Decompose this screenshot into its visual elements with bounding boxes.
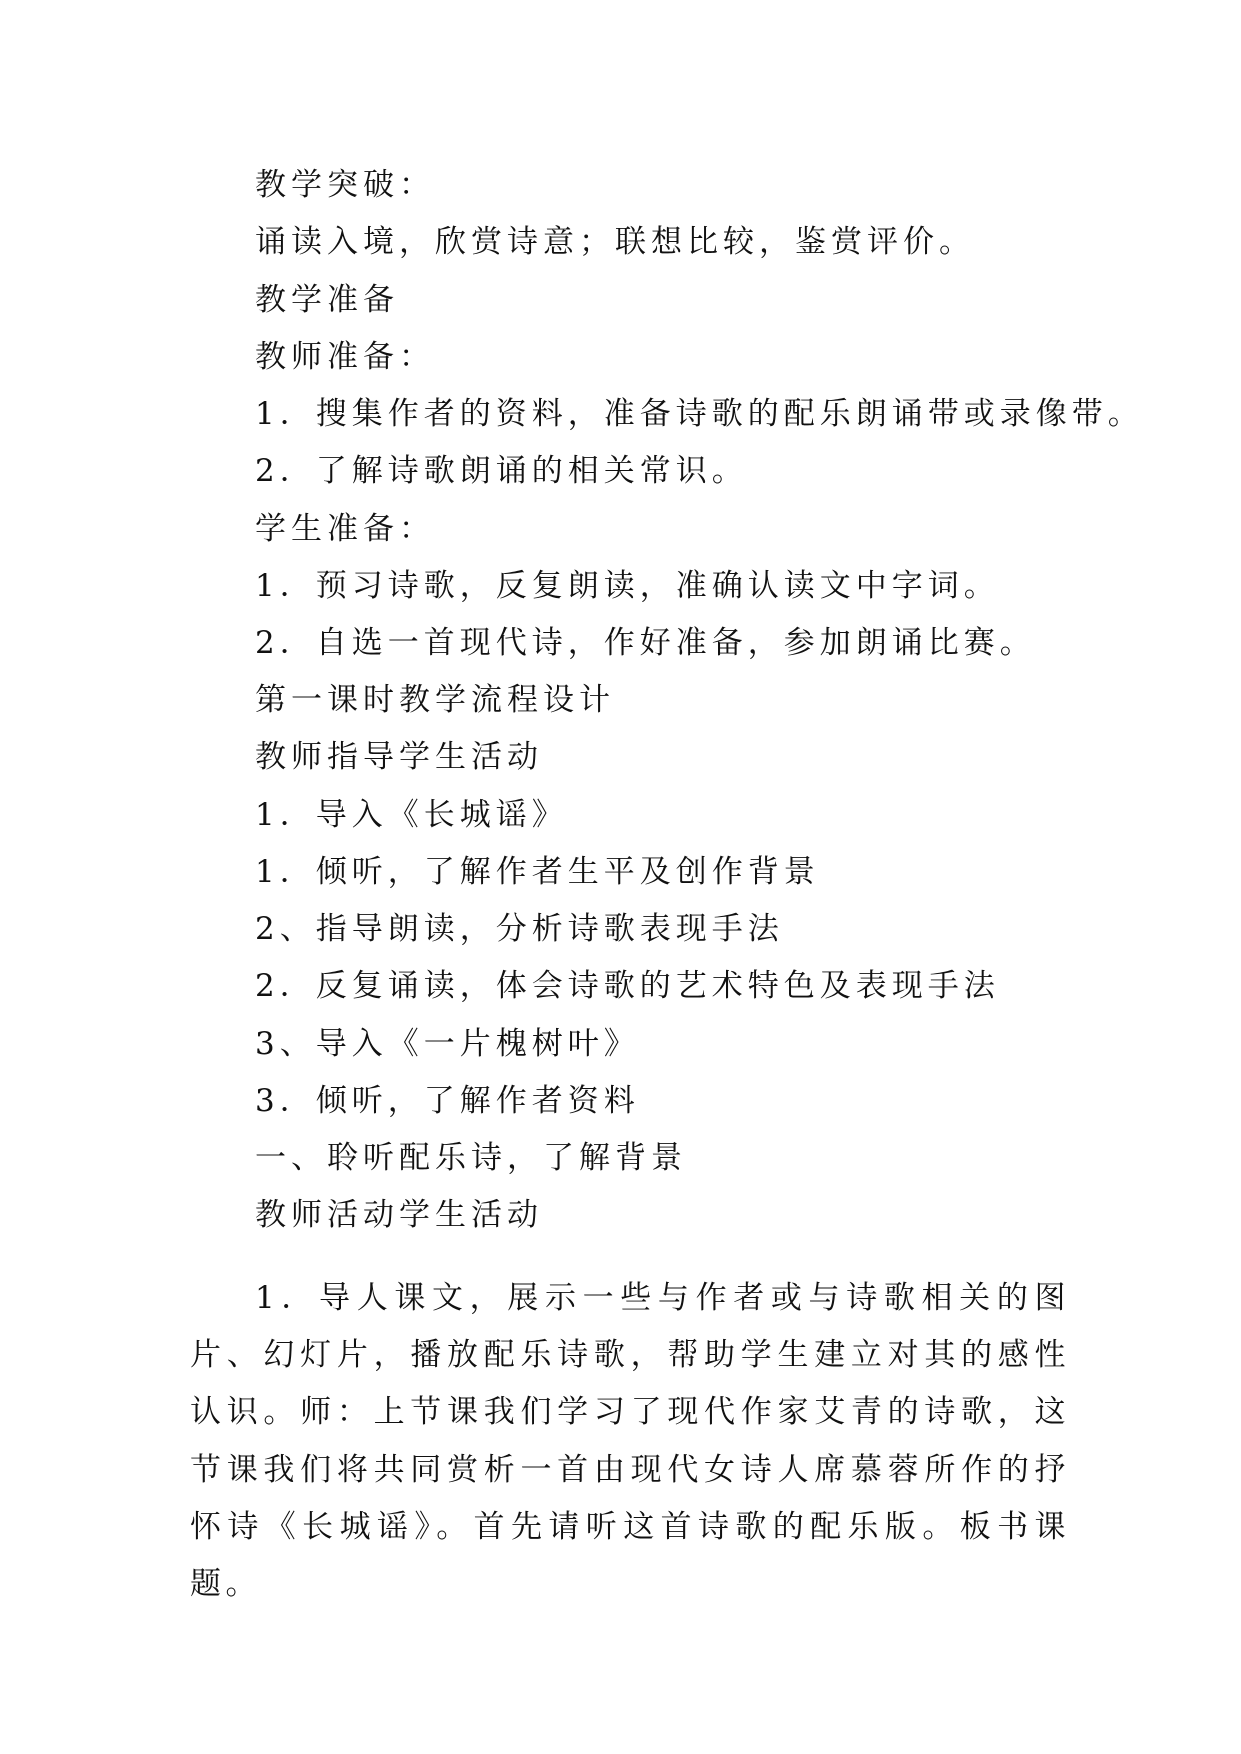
list-item: 1．导入《长城谣》 xyxy=(255,797,568,833)
heading-first-lesson: 第一课时教学流程设计 xyxy=(255,682,615,718)
list-item: 2．了解诗歌朗诵的相关常识。 xyxy=(255,453,748,489)
heading-teaching-breakthrough: 教学突破： xyxy=(255,167,435,203)
list-item: 3．倾听，了解作者资料 xyxy=(255,1083,640,1119)
text-line: 诵读入境，欣赏诗意；联想比较，鉴赏评价。 xyxy=(255,224,975,260)
heading-teacher-guidance: 教师指导学生活动 xyxy=(255,739,543,775)
list-item: 2．反复诵读，体会诗歌的艺术特色及表现手法 xyxy=(255,968,1000,1004)
heading-teacher-preparation: 教师准备： xyxy=(255,339,435,375)
heading-teaching-preparation: 教学准备 xyxy=(255,282,399,318)
body-paragraph: 1．导人课文，展示一些与作者或与诗歌相关的图片、幻灯片，播放配乐诗歌，帮助学生建立对其的感性认识。师：上节课我们学习了现代作家艾青的诗歌，这节课我们将共同赏析一首由现代女诗人席慕蓉所作的抒怀诗《长城谣》。首先请听这首诗歌的配乐版。板书课题。 xyxy=(190,1280,1070,1603)
list-item: 3、导入《一片槐树叶》 xyxy=(255,1026,640,1062)
list-item: 1．预习诗歌，反复朗读，准确认读文中字词。 xyxy=(255,568,1000,604)
heading-student-preparation: 学生准备： xyxy=(255,511,435,547)
section-heading: 一、聆听配乐诗，了解背景 xyxy=(255,1140,687,1176)
list-item: 1．搜集作者的资料，准备诗歌的配乐朗诵带或录像带。 xyxy=(255,396,1144,432)
text-line: 教师活动学生活动 xyxy=(255,1197,543,1233)
list-item: 2、指导朗读，分析诗歌表现手法 xyxy=(255,911,784,947)
list-item: 2．自选一首现代诗，作好准备，参加朗诵比赛。 xyxy=(255,625,1036,661)
list-item: 1．倾听，了解作者生平及创作背景 xyxy=(255,854,820,890)
